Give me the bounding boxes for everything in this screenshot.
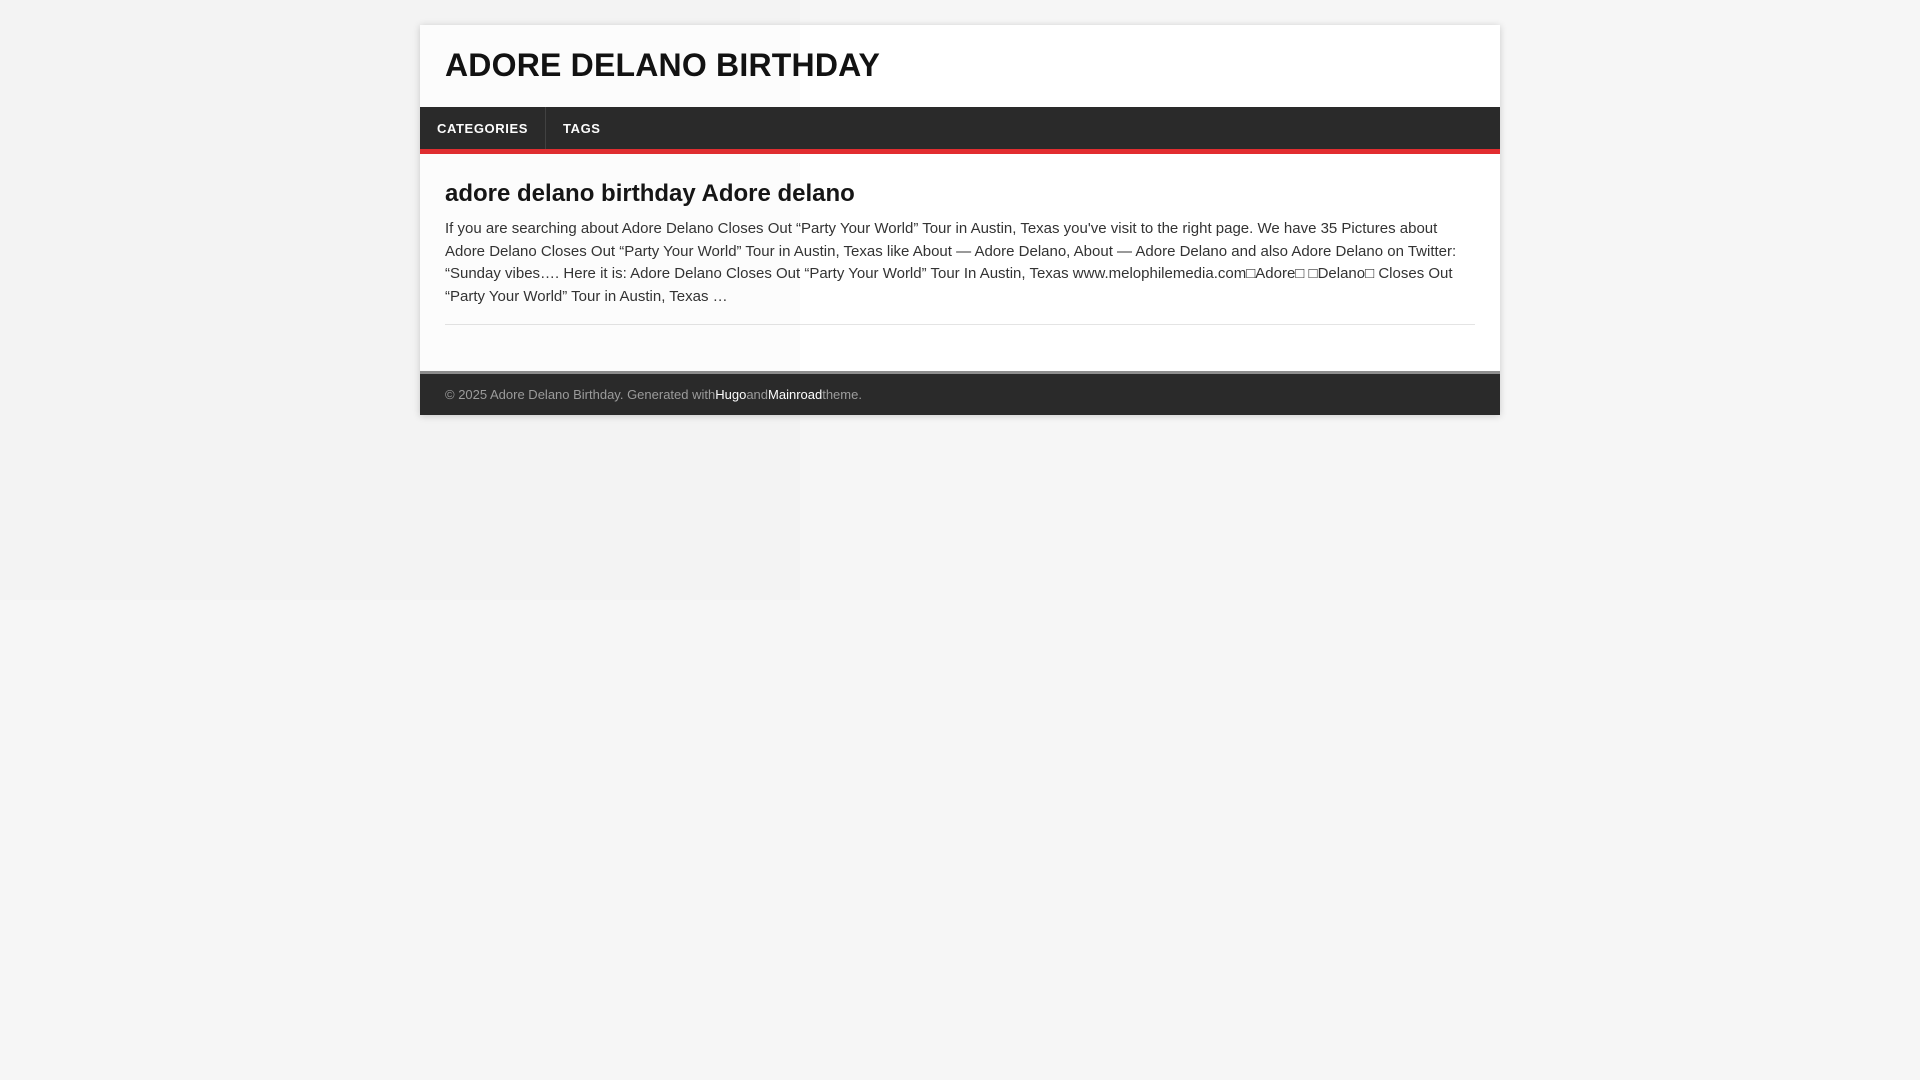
site-footer xyxy=(420,371,1500,415)
footer-separator-text: and xyxy=(746,387,769,402)
main-nav xyxy=(420,107,1500,149)
article-title[interactable]: adore delano birthday Adore delano xyxy=(445,180,855,207)
article xyxy=(420,154,1500,371)
footer-copyright-text: © 2025 Adore Delano Birthday. Generated with xyxy=(445,387,716,402)
mainroad-link[interactable]: Mainroad xyxy=(768,387,823,402)
nav-item-categories[interactable]: CATEGORIES xyxy=(420,107,545,149)
hugo-link[interactable]: Hugo xyxy=(715,387,747,402)
site-container xyxy=(420,25,1500,415)
site-header xyxy=(420,25,1500,107)
nav-item-tags[interactable]: TAGS xyxy=(563,120,601,136)
site-title[interactable]: ADORE DELANO BIRTHDAY xyxy=(445,47,881,83)
footer-suffix-text: theme. xyxy=(822,387,862,402)
article-divider xyxy=(445,324,1475,325)
article-body: If you are searching about Adore Delano Closes Out “Party Your World” Tour in Austin, Texas you've visit to the right page. We have 35 Pictures about Adore Delano Closes Out “Party Your World” Tour in Austin, Texas like About — Adore Delano, About — Adore Delano and also Adore Delano on Twitter: “Sunday vibes…. Here it is: Adore Delano Closes Out “Party Your World” Tour In Austin, Texas www.melophilemedia.com□Adore□ □Delano□ Closes Out “Party Your World” Tour in Austin, Texas … xyxy=(445,220,1457,305)
